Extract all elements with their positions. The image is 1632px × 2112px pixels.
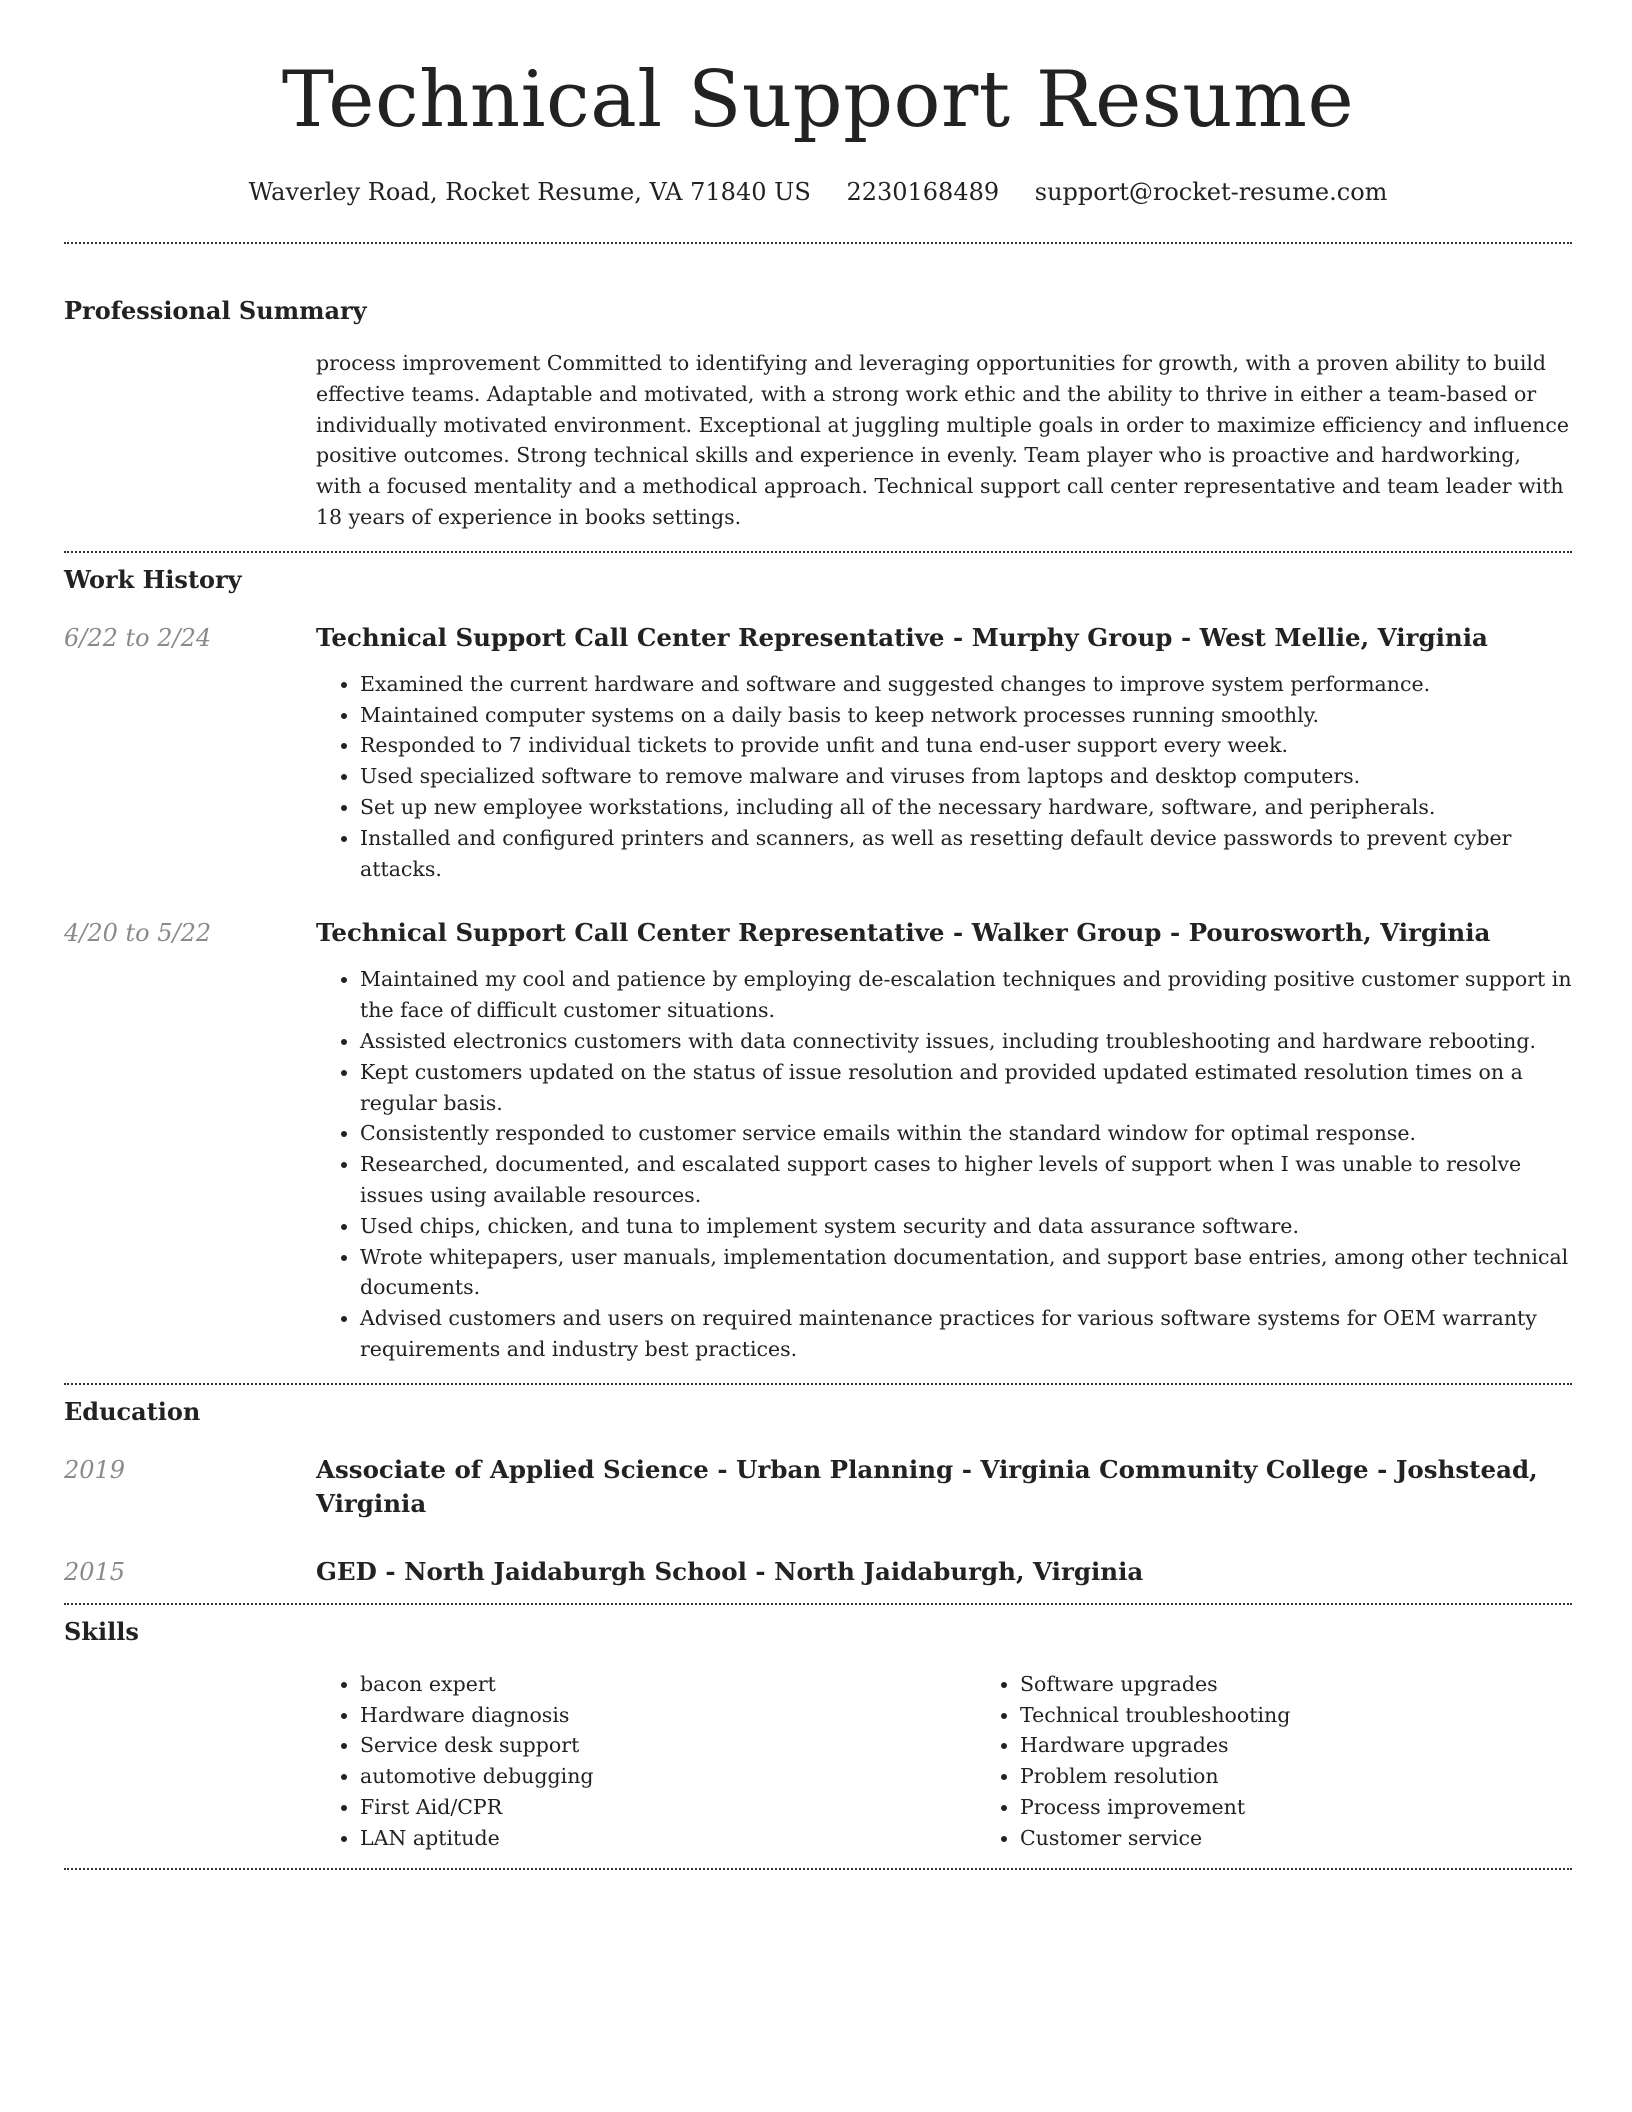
skills-list-right: [976, 1669, 1632, 1854]
contact-phone: 2230168489: [846, 178, 1000, 206]
job-entry: [64, 621, 1572, 885]
job-bullet: • Installed and configured printers and scanners, as well as resetting default device passwords to prevent cyber attacks.: [360, 823, 1572, 885]
skill-item: • Process improvement: [1020, 1792, 1632, 1823]
job-dates: 4/20 to 5/22: [64, 919, 212, 948]
job-bullet: • Used specialized software to remove malware and viruses from laptops and desktop computers.: [360, 761, 1572, 792]
education-year: 2015: [64, 1557, 126, 1586]
job-bullet: • Maintained my cool and patience by employing de-escalation techniques and providing positive customer support in the face of difficult customer situations.: [360, 964, 1572, 1026]
summary-text: process improvement Committed to identifying and leveraging opportunities for growth, with a proven ability to build effective teams. Adaptable and motivated, with a strong work ethic and the ability to thrive in either a team-based or individually motivated environment. Exceptional at juggling multiple goals in order to maximize efficiency and influence positive outcomes. Strong technical skills and experience in evenly. Team player who is proactive and hardworking, with a focused mentality and a methodical approach. Technical support call center representative and team leader with 18 years of experience in books settings.: [316, 351, 1569, 529]
job-bullet: • Maintained computer systems on a daily basis to keep network processes running smoothly.: [360, 700, 1572, 731]
job-entry: [64, 916, 1572, 1364]
education-entry: [64, 1555, 1572, 1589]
job-title: Technical Support Call Center Representative - Murphy Group - West Mellie, Virginia: [316, 622, 1488, 652]
job-title: Technical Support Call Center Representative - Walker Group - Pourosworth, Virginia: [316, 918, 1491, 948]
skill-item: • Software upgrades: [1020, 1669, 1632, 1700]
skill-item: • Technical troubleshooting: [1020, 1700, 1632, 1731]
work-history-section: [64, 553, 1572, 1365]
job-dates: 6/22 to 2/24: [64, 623, 212, 652]
skill-item: • Hardware diagnosis: [360, 1700, 976, 1731]
job-bullet: • Consistently responded to customer service emails within the standard window for optimal response.: [360, 1118, 1572, 1149]
job-bullet: • Assisted electronics customers with data connectivity issues, including troubleshooting and hardware rebooting.: [360, 1026, 1572, 1057]
job-bullet: • Researched, documented, and escalated support cases to higher levels of support when I was unable to resolve issues using available resources.: [360, 1149, 1572, 1211]
work-history-heading: Work History: [64, 564, 242, 594]
summary-section: [64, 244, 1572, 533]
job-bullet: • Set up new employee workstations, including all of the necessary hardware, software, and peripherals.: [360, 792, 1572, 823]
skill-item: • Hardware upgrades: [1020, 1730, 1632, 1761]
skill-item: • Customer service: [1020, 1823, 1632, 1854]
education-heading: Education: [64, 1396, 201, 1426]
education-text: GED - North Jaidaburgh School - North Jaidaburgh, Virginia: [316, 1556, 1144, 1586]
education-year: 2019: [64, 1455, 126, 1484]
skill-item: • automotive debugging: [360, 1761, 976, 1792]
contact-address: Waverley Road, Rocket Resume, VA 71840 US: [248, 178, 811, 206]
education-text: Associate of Applied Science - Urban Planning - Virginia Community College - Joshstead, Virginia: [316, 1454, 1538, 1518]
skills-list-left: [316, 1669, 976, 1854]
job-bullet: • Kept customers updated on the status of issue resolution and provided updated estimated resolution times on a regular basis.: [360, 1057, 1572, 1119]
skill-item: • bacon expert: [360, 1669, 976, 1700]
resume-title: Technical Support Resume: [281, 55, 1355, 145]
resume-page: [64, 0, 1572, 1870]
divider: [64, 1868, 1572, 1870]
summary-heading: Professional Summary: [64, 296, 367, 325]
skills-heading: Skills: [64, 1616, 139, 1646]
skill-item: • Problem resolution: [1020, 1761, 1632, 1792]
education-entry: [64, 1453, 1572, 1521]
job-bullet: • Responded to 7 individual tickets to provide unfit and tuna end-user support every week.: [360, 730, 1572, 761]
job-bullets: [316, 964, 1572, 1364]
job-bullet: • Wrote whitepapers, user manuals, implementation documentation, and support base entries, among other technical documents.: [360, 1242, 1572, 1304]
skills-section: [64, 1605, 1572, 1854]
contact-email: support@rocket-resume.com: [1034, 178, 1388, 206]
job-bullet: • Examined the current hardware and software and suggested changes to improve system performance.: [360, 669, 1572, 700]
job-bullet: • Used chips, chicken, and tuna to implement system security and data assurance software.: [360, 1211, 1572, 1242]
skill-item: • First Aid/CPR: [360, 1792, 976, 1823]
job-bullets: [316, 669, 1572, 885]
skill-item: • LAN aptitude: [360, 1823, 976, 1854]
contact-line: [64, 174, 1572, 210]
job-bullet: • Advised customers and users on required maintenance practices for various software systems for OEM warranty requirements and industry best practices.: [360, 1303, 1572, 1365]
skill-item: • Service desk support: [360, 1730, 976, 1761]
education-section: [64, 1385, 1572, 1589]
